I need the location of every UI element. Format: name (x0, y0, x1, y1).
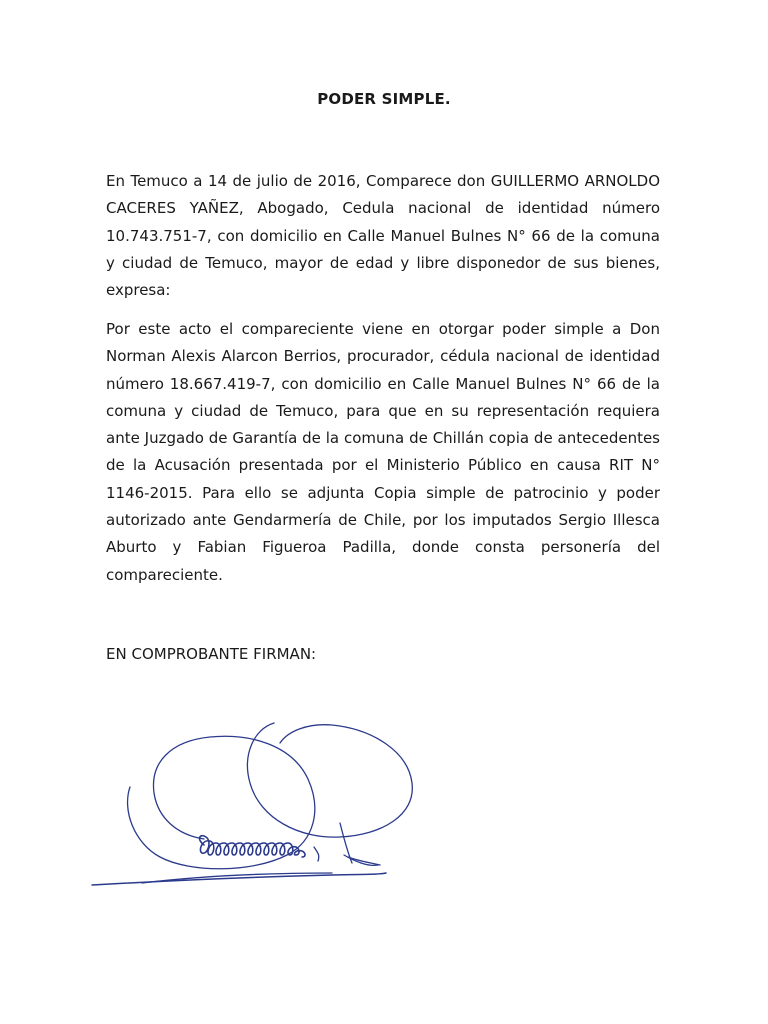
closing-statement: EN COMPROBANTE FIRMAN: (106, 645, 317, 663)
document-title: PODER SIMPLE. (317, 90, 451, 108)
signature-stroke (340, 823, 352, 863)
signature-stroke (247, 723, 412, 837)
signature-stroke (314, 847, 319, 861)
handwritten-signature (82, 715, 432, 905)
paragraph-otorgamiento: Por este acto el compareciente viene en otorgar poder simple a Don Norman Alexis Alarcon Berrios, procurador, cédula nacional de identidad número 18.667.419-7, con domicilio en Calle Manuel Bulnes N° 66 de la comuna y ciudad de Temuco, para que en su representación requiera ante Juzgado de Garantía de la comuna de Chillán copia de antecedentes de la Acusación presentada por el Ministerio Público en causa RIT N° 1146-2015. Para ello se adjunta Copia simple de patrocinio y poder autorizado ante Gendarmería de Chile, por los imputados Sergio Illesca Aburto y Fabian Figueroa Padilla, donde consta personería del compareciente. (106, 320, 660, 584)
paragraph-comparecencia: En Temuco a 14 de julio de 2016, Comparece don GUILLERMO ARNOLDO CACERES YAÑEZ, Abogado, Cedula nacional de identidad número 10.743.751-7, con domicilio en Calle Manuel Bulnes N° 66 de la comuna y ciudad de Temuco, mayor de edad y libre disponedor de sus bienes, expresa: (106, 172, 660, 300)
